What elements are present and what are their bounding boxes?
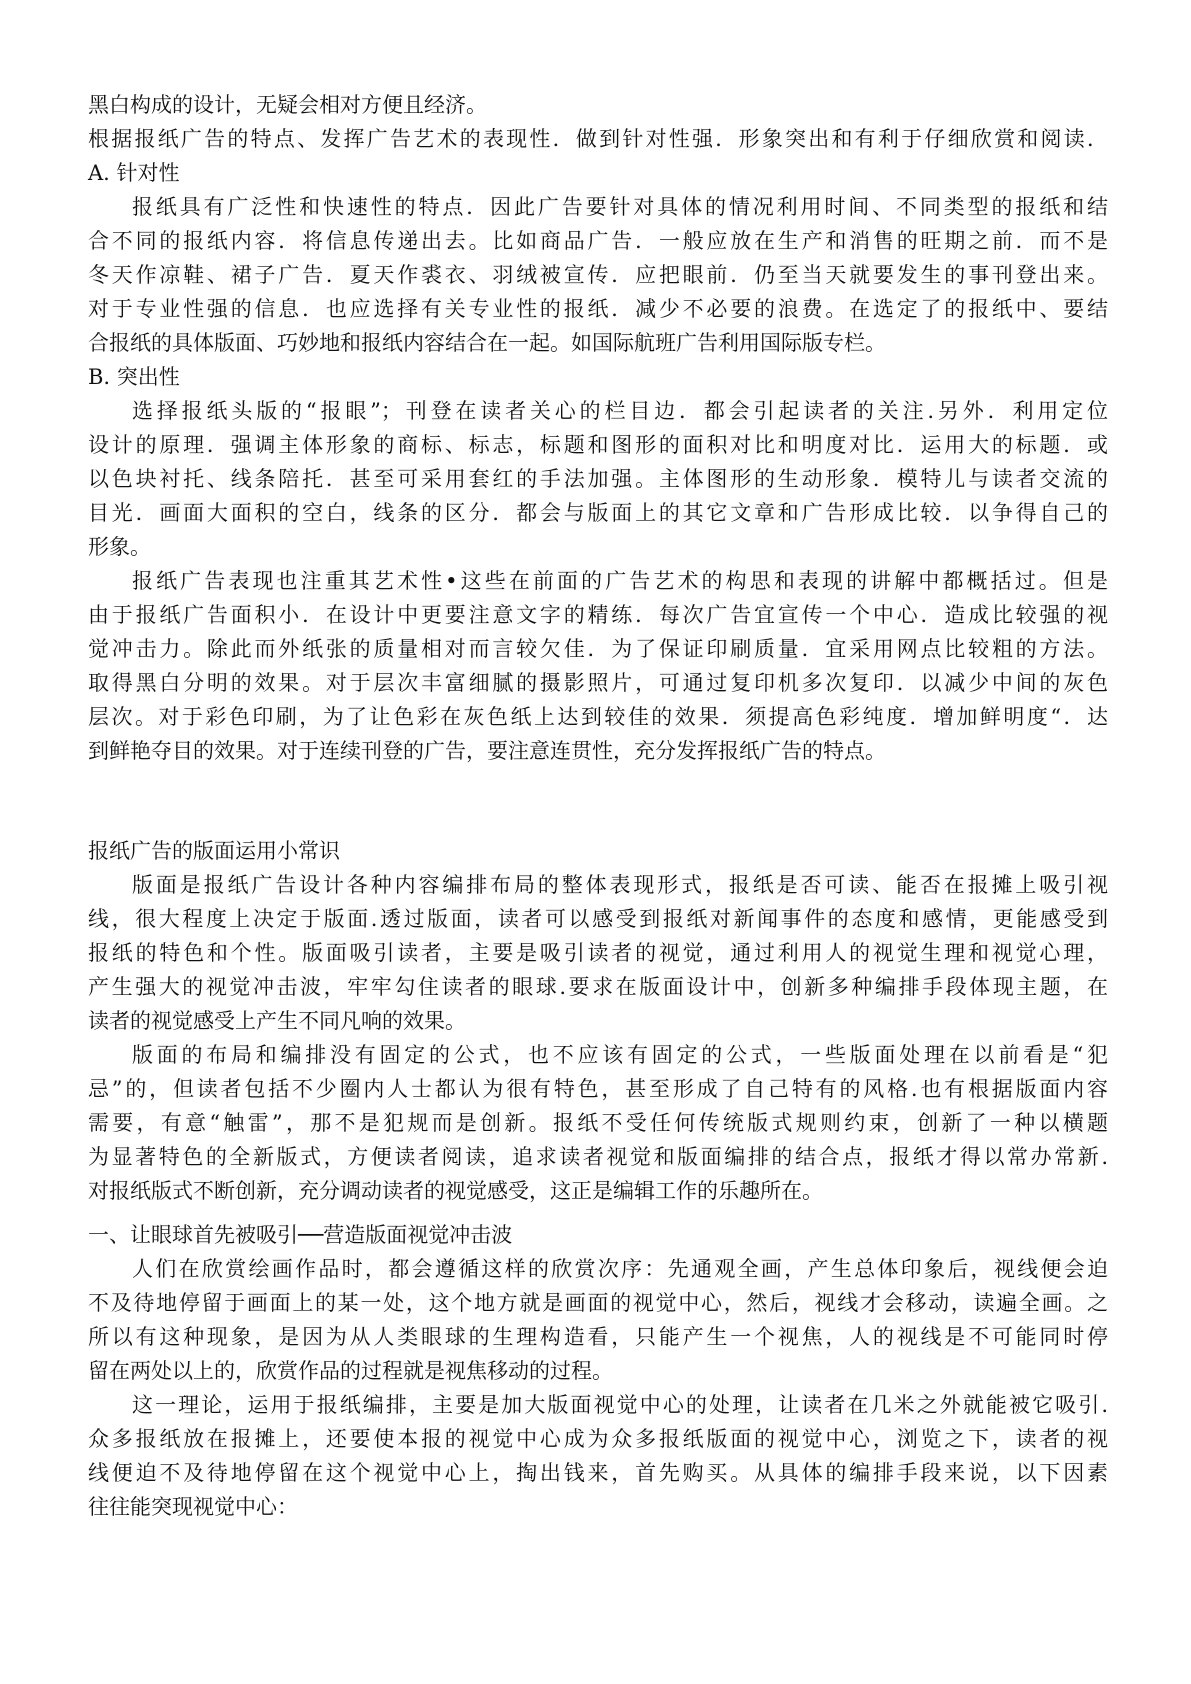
document-page xyxy=(88,88,1108,1524)
spacer xyxy=(88,768,1108,834)
text-line: 对于专业性强的信息．也应选择有关专业性的报纸．减少不必要的浪费。在选定了的报纸中、要结 xyxy=(88,297,1108,321)
text-line: 设计的原理．强调主体形象的商标、标志，标题和图形的面积对比和明度对比．运用大的标题．或 xyxy=(88,433,1108,457)
text-line: 由于报纸广告面积小．在设计中更要注意文字的精练．每次广告宜宣传一个中心．造成比较强的视 xyxy=(88,603,1108,627)
text-line: 产生强大的视觉冲击波，牢牢勾住读者的眼球.要求在版面设计中，创新多种编排手段体现主题，在 xyxy=(88,975,1108,999)
text-line: 报纸广告表现也注重其艺术性•这些在前面的广告艺术的构思和表现的讲解中都概括过。但是 xyxy=(132,569,1108,593)
section-layout-tips xyxy=(88,834,1108,1208)
text-line: 黑白构成的设计，无疑会相对方便且经济。 xyxy=(88,93,487,117)
text-line: 版面是报纸广告设计各种内容编排布局的整体表现形式，报纸是否可读、能否在报摊上吸引视 xyxy=(132,873,1108,897)
text-line: 人们在欣赏绘画作品时，都会遵循这样的欣赏次序：先通观全画，产生总体印象后，视线便会迫 xyxy=(132,1257,1108,1281)
text-line: 报纸的特色和个性。版面吸引读者，主要是吸引读者的视觉，通过利用人的视觉生理和视觉心理， xyxy=(88,941,1108,965)
text-line: 留在两处以上的，欣赏作品的过程就是视焦移动的过程。 xyxy=(88,1359,613,1383)
text-line: 取得黑白分明的效果。对于层次丰富细腻的摄影照片，可通过复印机多次复印．以减少中间的灰色 xyxy=(88,671,1108,695)
text-line: 版面的布局和编排没有固定的公式，也不应该有固定的公式，一些版面处理在以前看是“犯 xyxy=(132,1043,1108,1067)
text-line: 目光．画面大面积的空白，线条的区分．都会与版面上的其它文章和广告形成比较．以争得自己的 xyxy=(88,501,1108,525)
text-line: 读者的视觉感受上产生不同凡响的效果。 xyxy=(88,1009,466,1033)
text-line: 冬天作凉鞋、裙子广告．夏天作裘衣、羽绒被宣传．应把眼前．仍至当天就要发生的事刊登出来。 xyxy=(88,263,1108,287)
section-b xyxy=(88,360,1108,768)
section-one xyxy=(88,1218,1108,1524)
text-line: 层次。对于彩色印刷，为了让色彩在灰色纸上达到较佳的效果．须提高色彩纯度．增加鲜明度“．达 xyxy=(88,705,1108,729)
text-line: 不及待地停留于画面上的某一处，这个地方就是画面的视觉中心，然后，视线才会移动，读遍全画。之 xyxy=(88,1291,1108,1315)
text-line: 为显著特色的全新版式，方便读者阅读，追求读者视觉和版面编排的结合点，报纸才得以常办常新. xyxy=(88,1145,1108,1169)
text-line: 觉冲击力。除此而外纸张的质量相对而言较欠佳．为了保证印刷质量．宜采用网点比较粗的方法。 xyxy=(88,637,1108,661)
text-line: 形象。 xyxy=(88,535,151,559)
text-line: 所以有这种现象，是因为从人类眼球的生理构造看，只能产生一个视焦，人的视线是不可能同时停 xyxy=(88,1325,1108,1349)
text-line: 众多报纸放在报摊上，还要使本报的视觉中心成为众多报纸版面的视觉中心，浏览之下，读者的视 xyxy=(88,1427,1108,1451)
text-line: 线便迫不及待地停留在这个视觉中心上，掏出钱来，首先购买。从具体的编排手段来说，以下因素 xyxy=(88,1461,1108,1485)
section-heading: 一、让眼球首先被吸引──营造版面视觉冲击波 xyxy=(88,1223,513,1247)
text-line: 选择报纸头版的“报眼”；刊登在读者关心的栏目边．都会引起读者的关注.另外．利用定位 xyxy=(132,399,1108,423)
text-line: 线，很大程度上决定于版面.透过版面，读者可以感受到报纸对新闻事件的态度和感情，更能感受到 xyxy=(88,907,1108,931)
text-line: 这一理论，运用于报纸编排，主要是加大版面视觉中心的处理，让读者在几米之外就能被它吸引. xyxy=(132,1393,1108,1417)
spacer xyxy=(88,1208,1108,1218)
text-line: 根据报纸广告的特点、发挥广告艺术的表现性．做到针对性强．形象突出和有利于仔细欣赏和阅读． xyxy=(88,127,1108,151)
section-heading: A. 针对性 xyxy=(88,161,180,185)
text-line: 到鲜艳夺目的效果。对于连续刊登的广告，要注意连贯性，充分发挥报纸广告的特点。 xyxy=(88,739,886,763)
text-line: 报纸具有广泛性和快速性的特点．因此广告要针对具体的情况利用时间、不同类型的报纸和结 xyxy=(132,195,1108,219)
section-heading: 报纸广告的版面运用小常识 xyxy=(88,839,340,863)
text-line: 忌”的，但读者包括不少圈内人士都认为很有特色，甚至形成了自己特有的风格.也有根据版面内容 xyxy=(88,1077,1108,1101)
section-heading: B. 突出性 xyxy=(88,365,180,389)
intro-block xyxy=(88,88,1108,156)
text-line: 以色块衬托、线条陪托．甚至可采用套红的手法加强。主体图形的生动形象．模特儿与读者交流的 xyxy=(88,467,1108,491)
section-a xyxy=(88,156,1108,360)
text-line: 合报纸的具体版面、巧妙地和报纸内容结合在一起。如国际航班广告利用国际版专栏。 xyxy=(88,331,886,355)
text-line: 合不同的报纸内容．将信息传递出去。比如商品广告．一般应放在生产和消售的旺期之前．而不是 xyxy=(88,229,1108,253)
text-line: 需要，有意“触雷”，那不是犯规而是创新。报纸不受任何传统版式规则约束，创新了一种以横题 xyxy=(88,1111,1108,1135)
text-line: 对报纸版式不断创新，充分调动读者的视觉感受，这正是编辑工作的乐趣所在。 xyxy=(88,1179,823,1203)
text-line: 往往能突现视觉中心： xyxy=(88,1495,298,1519)
